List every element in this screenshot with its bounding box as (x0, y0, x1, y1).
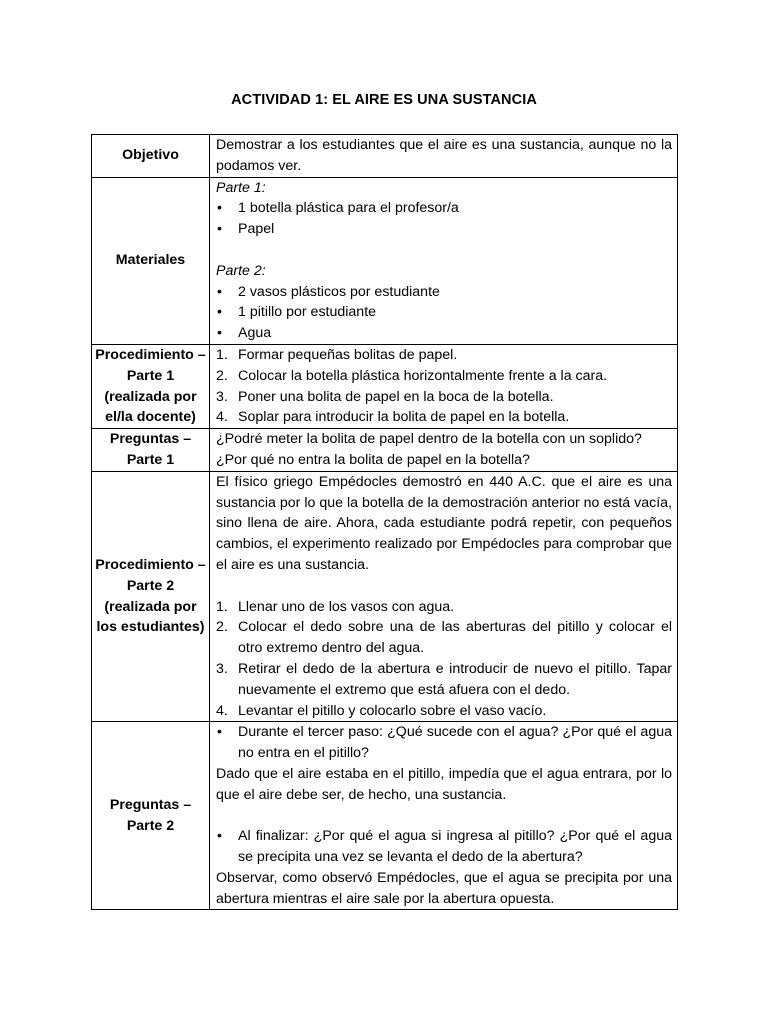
question-line: ¿Podré meter la bolita de papel dentro de la botella con un soplido? (216, 431, 642, 448)
list-item: • 1 botella plástica para el profesor/a (216, 198, 672, 219)
activity-table (91, 134, 678, 910)
step-item: 3. Retirar el dedo de la abertura e introducir de nuevo el pitillo. Tapar nuevamente el extremo que está afuera con el dedo. (216, 660, 672, 698)
step-item: 1. Llenar uno de los vasos con agua. (216, 598, 455, 615)
step-item: 3. Poner una bolita de papel en la boca de la botella. (216, 388, 554, 405)
row-materiales (92, 177, 678, 344)
page-title: ACTIVIDAD 1: EL AIRE ES UNA SUSTANCIA (231, 92, 537, 108)
row-header-materiales: Materiales (92, 177, 210, 344)
step-item: 2. Colocar la botella plástica horizontalmente frente a la cara. (216, 367, 608, 384)
question-bullet: • Durante el tercer paso: ¿Qué sucede con el agua? ¿Por qué el agua no entra en el pitillo? (216, 722, 672, 764)
row-header-preguntas-1: Preguntas – Parte 1 (92, 429, 210, 472)
question-bullet: • Al finalizar: ¿Por qué el agua si ingresa al pitillo? ¿Por qué el agua se precipita una vez se levanta el dedo de la abertura? (216, 826, 672, 868)
step-item: 4. Levantar el pitillo y colocarlo sobre el vaso vacío. (216, 702, 547, 719)
list-item: • 1 pitillo por estudiante (216, 302, 672, 323)
question-line: ¿Por qué no entra la bolita de papel en la botella? (216, 451, 530, 468)
row-header-procedimiento-2: Procedimiento – Parte 2 (realizada por los estudiantes) (92, 471, 210, 722)
answer-paragraph: Observar, como observó Empédocles, que el agua se precipita por una abertura mientras el aire sale por la abertura opuesta. (216, 869, 672, 907)
objetivo-text: Demostrar a los estudiantes que el aire es una sustancia, aunque no la podamos ver. (210, 135, 678, 178)
row-procedimiento-1 (92, 344, 678, 428)
procedimiento-1-steps (216, 345, 672, 428)
materiales-part1-label: Parte 1: (216, 179, 266, 196)
step-item: 4. Soplar para introducir la bolita de papel en la botella. (216, 409, 570, 426)
step-item: 1. Formar pequeñas bolitas de papel. (216, 346, 458, 363)
preguntas-1-content (210, 429, 678, 472)
row-header-procedimiento-1: Procedimiento – Parte 1 (realizada por el/la docente) (92, 344, 210, 428)
list-item: • Agua (216, 323, 672, 344)
procedimiento-2-intro: El físico griego Empédocles demostró en 440 A.C. que el aire es una sustancia por lo que la botella de la demostración anterior no está vacía, sino llena de aire. Ahora, cada estudiante podrá repetir, con pequeños cambios, el experimento realizado por Empédocles para comprobar que el aire es una sustancia. (216, 473, 672, 573)
row-preguntas-2 (92, 722, 678, 910)
row-header-preguntas-2: Preguntas – Parte 2 (92, 722, 210, 910)
procedimiento-1-content (210, 344, 678, 428)
row-header-objetivo: Objetivo (92, 135, 210, 178)
row-procedimiento-2 (92, 471, 678, 722)
procedimiento-2-content (210, 471, 678, 722)
step-item: 2. Colocar el dedo sobre una de las aberturas del pitillo y colocar el otro extremo dentro del agua. (216, 619, 672, 657)
list-item: • Papel (216, 219, 672, 240)
materiales-part2-label: Parte 2: (216, 262, 266, 279)
materiales-part2-list (216, 282, 672, 344)
list-item: • 2 vasos plásticos por estudiante (216, 282, 672, 303)
preguntas-2-content (210, 722, 678, 910)
procedimiento-2-steps (216, 597, 672, 722)
materiales-part1-list (216, 198, 672, 240)
row-objetivo (92, 135, 678, 178)
answer-paragraph: Dado que el aire estaba en el pitillo, impedía que el agua entrara, por lo que el aire debe ser, de hecho, una sustancia. (216, 765, 672, 803)
materiales-content (210, 177, 678, 344)
row-preguntas-1 (92, 429, 678, 472)
